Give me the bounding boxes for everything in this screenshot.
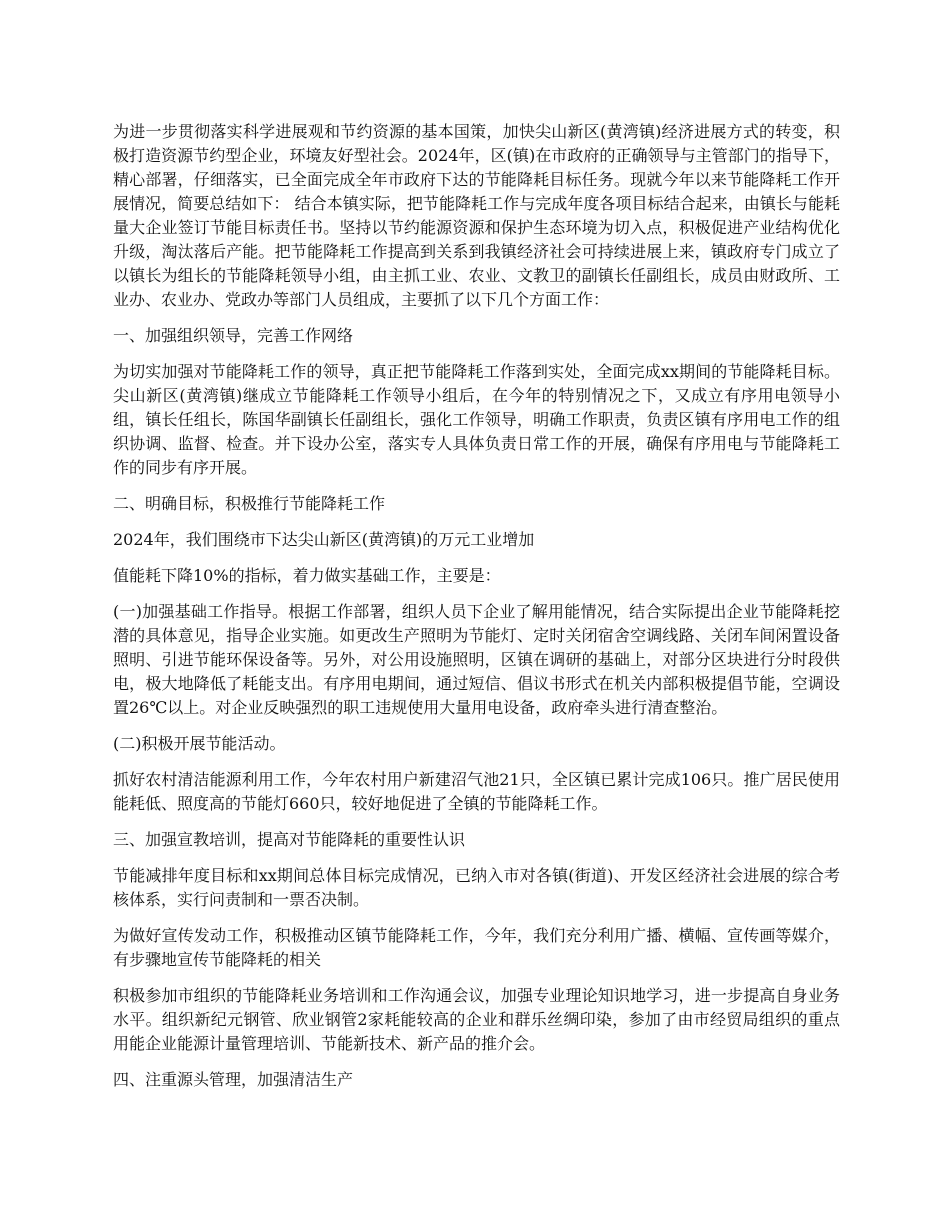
subsection-1-paragraph: (一)加强基础工作指导。根据工作部署，组织人员下企业了解用能情况，结合实际提出企业节能降耗挖潜的具体意见，指导企业实施。如更改生产照明为节能灯、定时关闭宿舍空调线路、关闭车间闲置设备照明、引进节能环保设备等。另外，对公用设施照明，区镇在调研的基础上，对部分区块进行分时段供电，极大地降低了耗能支出。有序用电期间，通过短信、倡议书形式在机关内部积极提倡节能，空调设置26℃以上。对企业反映强烈的职工违规使用大量用电设备，政府牵头进行清查整治。 — [113, 602, 840, 717]
document-page — [113, 120, 840, 1104]
intro-paragraph: 为进一步贯彻落实科学进展观和节约资源的基本国策，加快尖山新区(黄湾镇)经济进展方式的转变，积极打造资源节约型企业，环境友好型社会。2024年，区(镇)在市政府的正确领导与主管部门的指导下，精心部署，仔细落实，已全面完成全年市政府下达的节能降耗目标任务。现就今年以来节能降耗工作开展情况，简要总结如下： 结合本镇实际，把节能降耗工作与完成年度各项目标结合起来，由镇长与能耗量大企业签订节能目标责任书。坚持以节约能源资源和保护生态环境为切入点，积极促进产业结构优化升级，淘汰落后产能。把节能降耗工作提高到关系到我镇经济社会可持续进展上来，镇政府专门成立了以镇长为组长的节能降耗领导小组，由主抓工业、农业、文教卫的副镇长任副组长，成员由财政所、工业办、农业办、党政办等部门人员组成，主要抓了以下几个方面工作： — [113, 122, 840, 309]
subsection-2-paragraph: 抓好农村清洁能源利用工作，今年农村用户新建沼气池21只，全区镇已累计完成106只。推广居民使用能耗低、照度高的节能灯660只，较好地促进了全镇的节能降耗工作。 — [113, 770, 840, 813]
section-3-paragraph-a: 节能减排年度目标和xx期间总体目标完成情况，已纳入市对各镇(街道)、开发区经济社会进展的综合考核体系，实行问责制和一票否决制。 — [113, 866, 840, 909]
section-1-paragraph: 为切实加强对节能降耗工作的领导，真正把节能降耗工作落到实处，全面完成xx期间的节能降耗目标。尖山新区(黄湾镇)继成立节能降耗工作领导小组后，在今年的特别情况之下，又成立有序用电领导小组，镇长任组长，陈国华副镇长任副组长，强化工作领导，明确工作职责，负责区镇有序用电工作的组织协调、监督、检查。并下设办公室，落实专人具体负责日常工作的开展，确保有序用电与节能降耗工作的同步有序开展。 — [113, 362, 840, 477]
section-2-paragraph-b: 值能耗下降10%的指标，着力做实基础工作，主要是： — [113, 566, 501, 585]
section-3-paragraph-c: 积极参加市组织的节能降耗业务培训和工作沟通会议，加强专业理论知识地学习，进一步提高自身业务水平。组织新纪元钢管、欣业钢管2家耗能较高的企业和群乐丝绸印染，参加了由市经贸局组织的重点用能企业能源计量管理培训、节能新技术、新产品的推介会。 — [113, 986, 840, 1053]
section-3-paragraph-b: 为做好宣传发动工作，积极推动区镇节能降耗工作，今年，我们充分利用广播、横幅、宣传画等媒介，有步骤地宣传节能降耗的相关 — [113, 926, 840, 969]
section-heading-2: 二、明确目标，积极推行节能降耗工作 — [113, 494, 386, 513]
section-2-paragraph-a: 2024年，我们围绕市下达尖山新区(黄湾镇)的万元工业增加 — [113, 530, 535, 549]
subsection-heading-2: (二)积极开展节能活动。 — [113, 734, 286, 753]
section-heading-4: 四、注重源头管理，加强清洁生产 — [113, 1070, 354, 1089]
section-heading-1: 一、加强组织领导，完善工作网络 — [113, 326, 354, 345]
section-heading-3: 三、加强宣教培训，提高对节能降耗的重要性认识 — [113, 830, 466, 849]
